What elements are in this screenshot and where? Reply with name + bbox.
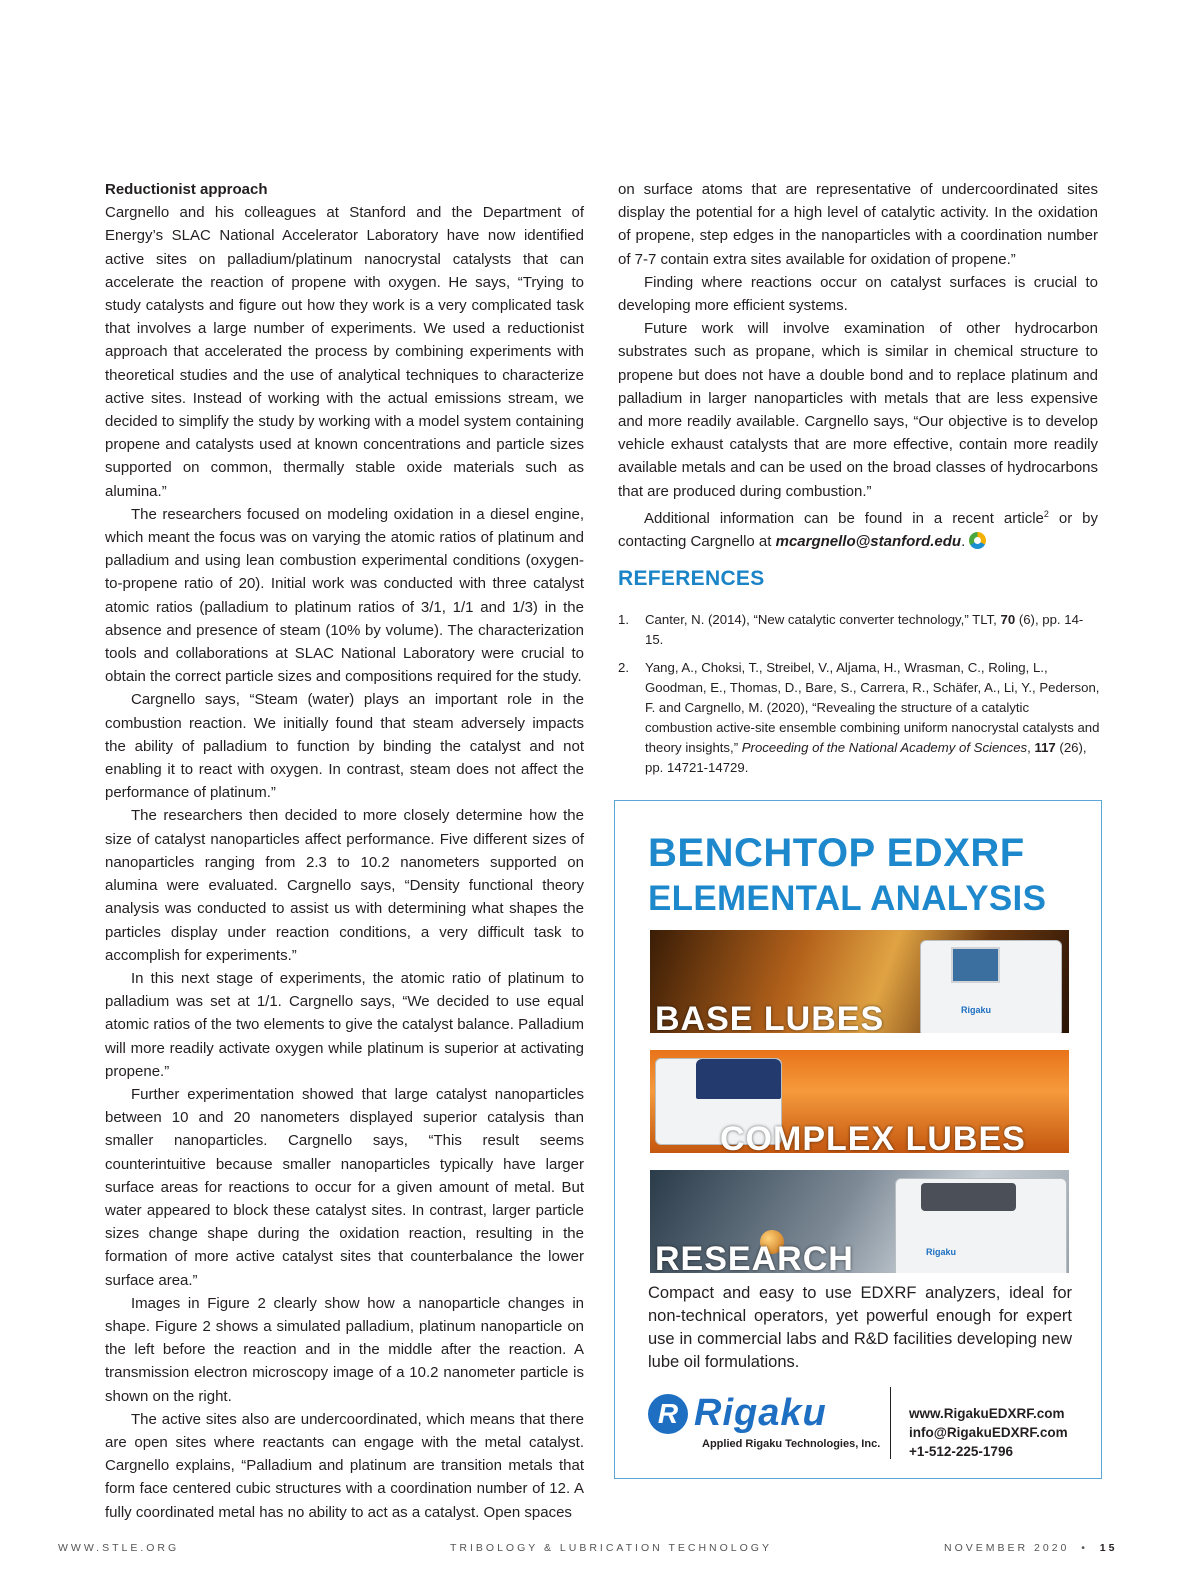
reference-item — [618, 610, 1100, 650]
references-list — [618, 610, 1100, 786]
reference-number: 2. — [618, 660, 629, 675]
rigaku-wordmark: Rigaku — [694, 1392, 827, 1434]
article-right-column — [618, 178, 1098, 553]
reference-volume: 70 — [1000, 612, 1016, 627]
panel-caption: BASE LUBES — [655, 1000, 885, 1033]
article-left-column — [105, 178, 584, 1524]
footer-separator: • — [1081, 1542, 1088, 1554]
panel-caption: RESEARCH — [655, 1240, 854, 1273]
reference-item — [618, 658, 1100, 778]
ad-divider — [890, 1387, 891, 1459]
citation-superscript[interactable]: 2 — [1043, 508, 1049, 519]
ad-headline: BENCHTOP EDXRF — [648, 831, 1025, 875]
article-final-paragraph — [618, 503, 1098, 553]
author-email-link[interactable]: mcargnello@stanford.edu — [775, 533, 962, 551]
rigaku-advertisement[interactable] — [614, 800, 1102, 1479]
article-paragraph: The active sites also are undercoordinated, which means that there are open sites where reactants can engage with the metal catalyst. Cargnello explains, “Palladium and platinum are transition metals that form face centered cubic structures with a coordination number of 12. A fully coordinated metal has no ability to act as a catalyst. Open spaces — [105, 1410, 584, 1521]
article-paragraph: Future work will involve examination of other hydrocarbon substrates such as propane, which is similar in chemical structure to propene but does not have a double bond and to replace platinum and palladium in larger nanoparticles with metals that are less expensive and more readily available. Cargnello says, “Our objective is to develop vehicle exhaust catalysts that are more effective, contain more readily available metals and can be used on the broad classes of hydrocarbons that are produced during combustion.” — [618, 320, 1098, 500]
instrument-brand-label: Rigaku — [961, 1005, 992, 1015]
footer-website[interactable]: WWW.STLE.ORG — [58, 1542, 180, 1554]
ad-contact-block — [909, 1404, 1068, 1461]
references-heading: REFERENCES — [618, 567, 765, 590]
instrument-screen — [951, 947, 1000, 983]
end-of-article-icon — [969, 532, 986, 549]
edxrf-instrument-image — [920, 940, 1062, 1033]
article-paragraph: Finding where reactions occur on catalyst surfaces is crucial to developing more efficient systems. — [618, 273, 1098, 315]
footer-issue — [944, 1542, 1117, 1554]
panel-caption: COMPLEX LUBES — [720, 1120, 1026, 1153]
reference-text: Yang, A., Choksi, T., Streibel, V., Aljama, H., Wrasman, C., Roling, L., Goodman, E., Thomas, D., Bare, S., Carrera, R., Schäfer, A., Li, Y., Pederson, F. and Cargnello, M. (2020), “Revealing the structure of a catalytic combustion active-site ensemble combining uniform nanocrystal catalysts and theory insights,” — [645, 660, 1100, 755]
article-paragraph: The researchers focused on modeling oxidation in a diesel engine, which meant the focus was on varying the atomic ratios of platinum and palladium and using lean combustion experimental conditions (oxygen-to-propene ratio of 20). Initial work was conducted with three catalyst atomic ratios (palladium to platinum ratios of 3/1, 1/1 and 1/3) in the absence and presence of steam (10% by volume). The characterization tools and collaborations at SLAC National Laboratory were crucial to obtain the correct particle sizes and compositions required for the study. — [105, 505, 584, 686]
footer-publication: TRIBOLOGY & LUBRICATION TECHNOLOGY — [450, 1542, 772, 1554]
ad-email-link[interactable]: info@RigakuEDXRF.com — [909, 1425, 1068, 1440]
reference-volume: 117 — [1034, 740, 1056, 755]
text-run: Additional information can be found in a recent article — [644, 509, 1044, 527]
reference-number: 1. — [618, 612, 629, 627]
article-paragraph: Cargnello says, “Steam (water) plays an important role in the combustion reaction. We initially found that steam adversely impacts the ability of palladium to function by binding the catalyst and not enabling it to react with oxygen. In contrast, steam does not affect the performance of platinum.” — [105, 691, 584, 802]
reference-journal: Proceeding of the National Academy of Sciences — [741, 740, 1028, 755]
footer-issue-date: NOVEMBER 2020 — [944, 1542, 1070, 1554]
ad-panel-base-lubes — [650, 930, 1069, 1033]
ad-phone: +1-512-225-1796 — [909, 1444, 1013, 1459]
ad-body-text: Compact and easy to use EDXRF analyzers, ideal for non-technical operators, yet powerful enough for expert use in commercial labs and R&D facilities developing new lube oil formulations. — [648, 1284, 1072, 1371]
company-name: Applied Rigaku Technologies, Inc. — [702, 1438, 881, 1450]
article-paragraph: Cargnello and his colleagues at Stanford and the Department of Energy’s SLAC National Accelerator Laboratory have now identified active sites on palladium/platinum nanocrystal catalysts that can accelerate the reaction of propene with oxygen. He says, “Trying to study catalysts and figure out how they work is a very complicated task that involves a large number of experiments. We used a reductionist approach that accelerated the process by combining experiments with theoretical studies and the use of analytical techniques to characterize active sites. Instead of working with the actual emissions stream, we decided to simplify the study by working with a model system containing propene and catalysts used at known concentrations and particle sizes supported on common, thermally stable oxide materials such as alumina.” — [105, 204, 584, 500]
reference-text: , — [1027, 740, 1035, 755]
ad-panel-research — [650, 1170, 1069, 1273]
ad-website-link[interactable]: www.RigakuEDXRF.com — [909, 1406, 1065, 1421]
page-number: 15 — [1099, 1542, 1118, 1554]
reference-text: Canter, N. (2014), “New catalytic converter technology,” TLT, — [645, 612, 1001, 627]
ad-subheadline: ELEMENTAL ANALYSIS — [648, 879, 1047, 918]
reference-text: (6), pp. 14-15. — [645, 612, 1084, 647]
article-paragraph: Further experimentation showed that large catalyst nanoparticles between 10 and 20 nanometers displayed superior catalysis than smaller nanoparticles. Cargnello says, “This result seems counterintuitive because smaller nanoparticles typically have larger surface areas for reactions to occur for a given amount of metal. But water appeared to block these catalyst sites. In contrast, larger particle sizes change shape during the oxidation reaction, resulting in the formation of more active catalyst sites that counterbalance the lower surface area.” — [105, 1085, 584, 1289]
reference-text: (26), pp. 14721-14729. — [645, 740, 1087, 775]
article-paragraph: In this next stage of experiments, the atomic ratio of platinum to palladium was set at 1/1. Cargnello says, “We decided to use equal atomic ratios of the two elements to give the catalyst balance. Palladium will more readily activate oxygen while platinum is superior at activating propene.” — [105, 969, 584, 1080]
article-paragraph: on surface atoms that are representative of undercoordinated sites display the potential for a high level of catalytic activity. In the oxidation of propene, step edges in the nanoparticles with a coordination number of 7-7 contain extra sites available for oxidation of propene.” — [618, 181, 1098, 268]
text-run: . — [961, 533, 966, 551]
instrument-lid — [696, 1059, 781, 1099]
instrument-top — [921, 1183, 1016, 1211]
text-run: or by contacting Cargnello at — [618, 509, 1098, 551]
article-paragraph: The researchers then decided to more closely determine how the size of catalyst nanoparticles affect performance. Five different sizes of nanoparticles ranging from 2.3 to 10.2 nanometers supported on alumina were evaluated. Cargnello says, “Density functional theory analysis was conducted to assist us with determining what shapes the particles display under reaction conditions, a very difficult task to accomplish for experiments.” — [105, 807, 584, 964]
article-paragraph: Images in Figure 2 clearly show how a nanoparticle changes in shape. Figure 2 shows a simulated palladium, platinum nanoparticle on the left before the reaction and in the middle after the reaction. A transmission electron microscopy image of a 10.2 nanometer particle is shown on the right. — [105, 1294, 584, 1405]
instrument-brand-label: Rigaku — [926, 1247, 957, 1257]
ad-panel-complex-lubes — [650, 1050, 1069, 1153]
edxrf-instrument-image — [895, 1178, 1067, 1273]
section-heading: Reductionist approach — [105, 181, 268, 198]
rigaku-logo[interactable] — [648, 1394, 880, 1464]
rigaku-logo-icon: R — [648, 1394, 688, 1434]
